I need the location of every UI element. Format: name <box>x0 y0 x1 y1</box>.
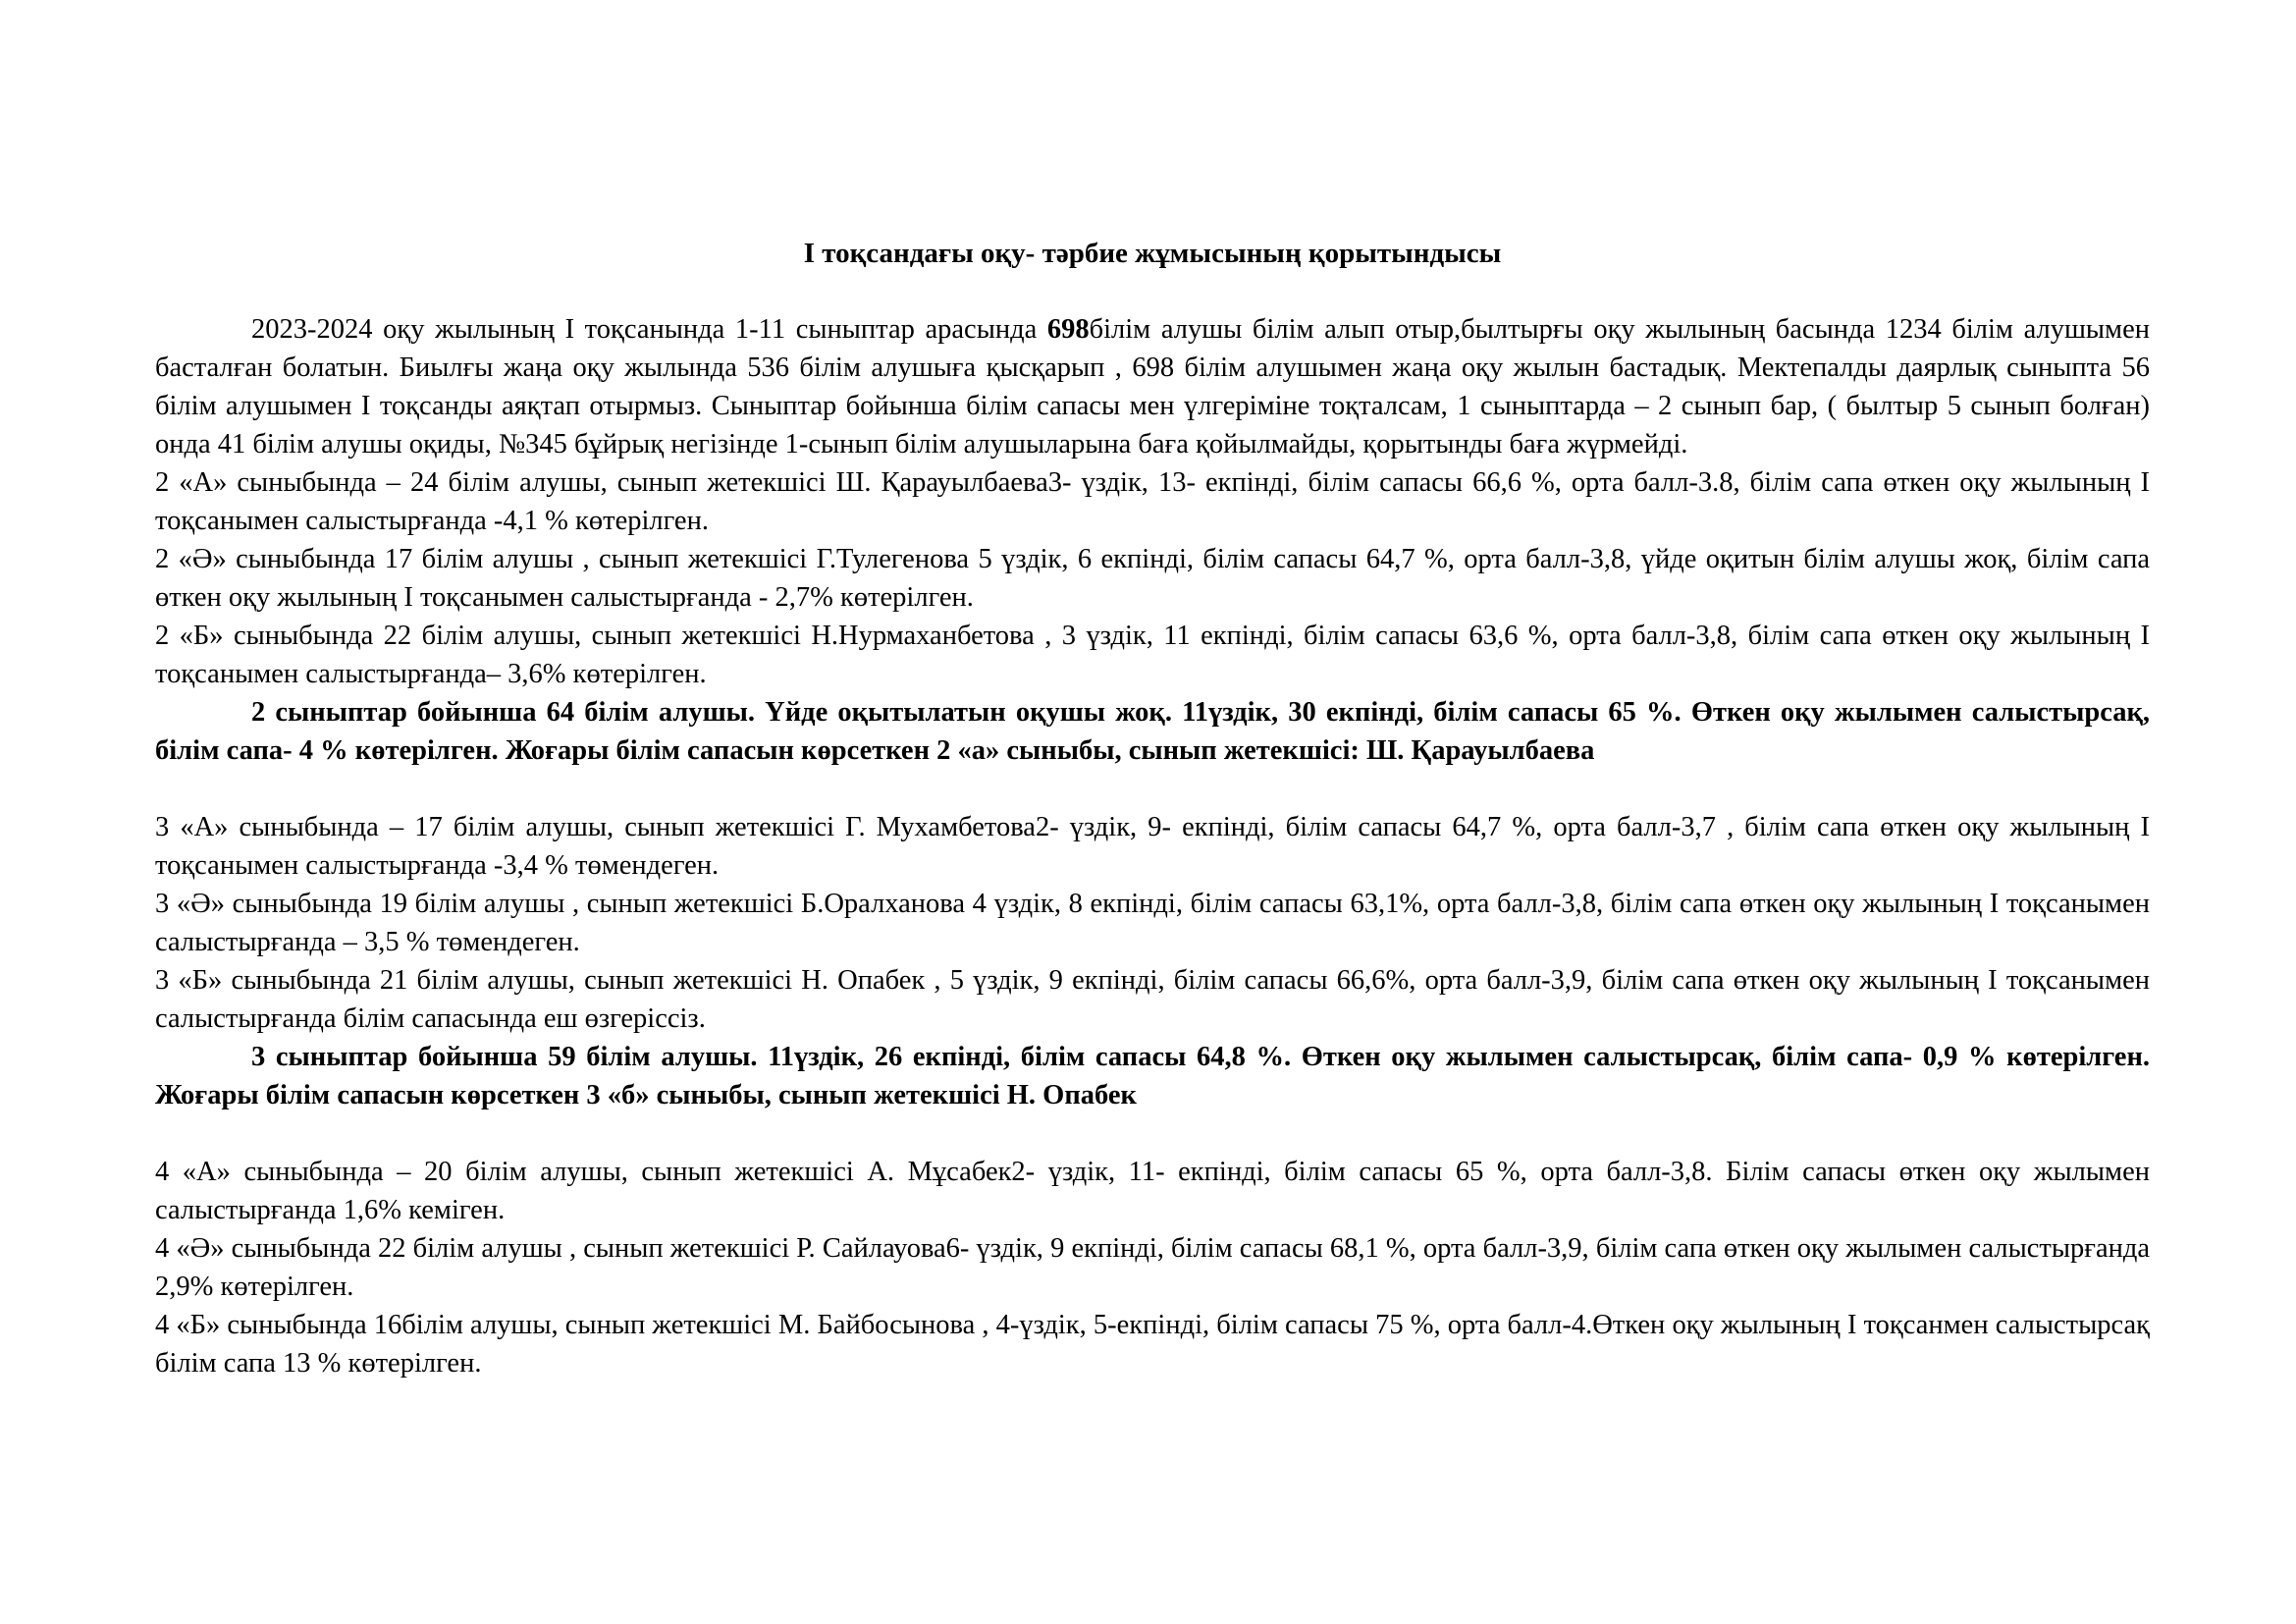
grade3-class-ae-paragraph: 3 «Ә» сыныбында 19 білім алушы , сынып жетекшісі Б.Оралханова 4 үздік, 8 екпінді, білім сапасы 63,1%, орта балл-3,8, білім сапа өткен оқу жылының I тоқсанымен салыстырғанда – 3,5 % төмендеген. <box>155 889 2150 957</box>
grade2-summary: 2 сыныптар бойынша 64 білім алушы. Үйде оқытылатын оқушы жоқ. 11үздік, 30 екпінді, білім сапасы 65 %. Өткен оқу жылымен салыстырсақ, білім сапа- 4 % көтерілген. Жоғары білім сапасын көрсеткен 2 «а» сыныбы, сынып жетекшісі: Ш. Қарауылбаева <box>155 697 2150 766</box>
grade2-class-ae-paragraph: 2 «Ә» сыныбында 17 білім алушы , сынып жетекшісі Г.Тулегенова 5 үздік, 6 екпінді, білім сапасы 64,7 %, орта балл-3,8, үйде оқитын білім алушы жоқ, білім сапа өткен оқу жылының I тоқсанымен салыстырғанда - 2,7% көтерілген. <box>155 544 2150 613</box>
grade2-class-a-paragraph: 2 «А» сыныбында – 24 білім алушы, сынып жетекшісі Ш. Қарауылбаева3- үздік, 13- екпінді, білім сапасы 66,6 %, орта балл-3.8, білім сапа өткен оқу жылының I тоқсанымен салыстырғанда -4,1 % көтерілген. <box>155 467 2150 536</box>
grade4-class-a-paragraph: 4 «А» сыныбында – 20 білім алушы, сынып жетекшісі А. Мұсабек2- үздік, 11- екпінді, білім сапасы 65 %, орта балл-3,8. Білім сапасы өткен оқу жылымен салыстырғанда 1,6% кеміген. <box>155 1157 2150 1225</box>
intro-total-students: 698 <box>1046 314 1090 345</box>
document-title: I тоқсандағы оқу- тәрбие жұмысының қорытындысы <box>803 238 1502 269</box>
document-page <box>155 234 2150 1382</box>
grade4-class-ae-paragraph: 4 «Ә» сыныбында 22 білім алушы , сынып жетекшісі Р. Сайлауова6- үздік, 9 екпінді, білім сапасы 68,1 %, орта балл-3,9, білім сапа өткен оқу жылымен салыстырғанда 2,9% көтерілген. <box>155 1233 2150 1302</box>
grade4-class-b-paragraph: 4 «Б» сыныбында 16білім алушы, сынып жетекшісі М. Байбосынова , 4-үздік, 5-екпінді, білім сапасы 75 %, орта балл-4.Өткен оқу жылының I тоқсанмен салыстырсақ білім сапа 13 % көтерілген. <box>155 1310 2150 1379</box>
intro-paragraph <box>155 310 2150 463</box>
spacer <box>155 770 2150 808</box>
grade2-class-b-paragraph: 2 «Б» сыныбында 22 білім алушы, сынып жетекшісі Н.Нурмаханбетова , 3 үздік, 11 екпінді, білім сапасы 63,6 %, орта балл-3,8, білім сапа өткен оқу жылының I тоқсанымен салыстырғанда– 3,6% көтерілген. <box>155 621 2150 689</box>
grade3-class-b-paragraph: 3 «Б» сыныбында 21 білім алушы, сынып жетекшісі Н. Опабек , 5 үздік, 9 екпінді, білім сапасы 66,6%, орта балл-3,9, білім сапа өткен оқу жылының I тоқсанымен салыстырғанда білім сапасында еш өзгеріссіз. <box>155 965 2150 1034</box>
grade3-class-a-paragraph: 3 «А» сыныбында – 17 білім алушы, сынып жетекшісі Г. Мухамбетова2- үздік, 9- екпінді, білім сапасы 64,7 %, орта балл-3,7 , білім сапа өткен оқу жылының I тоқсанымен салыстырғанда -3,4 % төмендеген. <box>155 812 2150 881</box>
spacer <box>155 1114 2150 1153</box>
grade3-summary: 3 сыныптар бойынша 59 білім алушы. 11үздік, 26 екпінді, білім сапасы 64,8 %. Өткен оқу жылымен салыстырсақ, білім сапа- 0,9 % көтерілген. Жоғары білім сапасын көрсеткен 3 «б» сыныбы, сынып жетекшісі Н. Опабек <box>155 1042 2150 1110</box>
intro-text-part1: 2023-2024 оқу жылының I тоқсанында 1-11 сыныптар арасында <box>251 314 1047 345</box>
intro-text-part2: білім алушы білім алып отыр,былтырғы оқу жылының басында 1234 білім алушымен басталған болатын. Биылғы жаңа оқу жылында 536 білім алушыға қысқарып , 698 білім алушымен жаңа оқу жылын бастадық. Мектепалды даярлық сыныпта 56 білім алушымен I тоқсанды аяқтап отырмыз. Сыныптар бойынша білім сапасы мен үлгеріміне тоқталсам, 1 сыныптарда – 2 сынып бар, ( былтыр 5 сынып болған) онда 41 білім алушы оқиды, №345 бұйрық негізінде 1-сынып білім алушыларына баға қойылмайды, қорытынды баға жүрмейді. <box>155 314 2150 460</box>
